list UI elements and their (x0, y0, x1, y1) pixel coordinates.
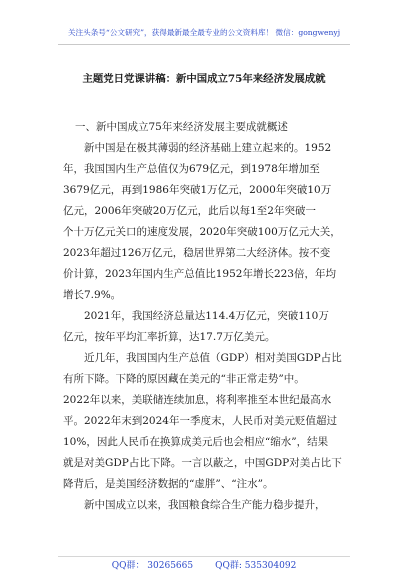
body-line: 亿元，按年平均汇率折算，达17.7万亿美元。 (63, 331, 276, 343)
body-line: 年，我国国内生产总值仅为679亿元，到1978年增加至 (63, 163, 320, 175)
body-line: 增长7.9%。 (63, 289, 122, 301)
body-line: 平。2022年末到2024年一季度末，人民币对美元贬值超过 (63, 415, 337, 427)
body-line: 价计算，2023年国内生产总值比1952年增长223倍，年均 (63, 268, 336, 280)
body-line: 新中国成立以来，我国粮食综合生产能力稳步提升， (63, 499, 326, 511)
document-body (63, 138, 350, 516)
section-heading: 一、新中国成立75年来经济发展主要成就概述 (75, 121, 288, 133)
body-line: 亿元，2006年突破20万亿元，此后以每1至2年突破一 (63, 205, 316, 217)
body-line: 新中国是在极其薄弱的经济基础上建立起来的。1952 (63, 142, 332, 154)
body-line: 2022年以来，美联储连续加息，将利率推至本世纪最高水 (63, 394, 332, 406)
footer-divider (58, 556, 350, 557)
body-line: 近几年，我国国内生产总值（GDP）相对美国GDP占比 (63, 352, 342, 364)
body-line: 降背后，是美国经济数据的“虚胖”、“注水”。 (63, 478, 274, 490)
footer-qq-group-2: QQ群: 535304092 (215, 561, 297, 571)
footer-banner (0, 559, 408, 573)
document-title: 主题党日党课讲稿：新中国成立75年来经济发展成就 (82, 73, 326, 85)
body-line: 就是对美GDP占比下降。一言以蔽之，中国GDP对美占比下 (63, 457, 342, 469)
body-line: 3679亿元，再到1986年突破1万亿元，2000年突破10万 (63, 184, 332, 196)
header-banner: 关注头条号“公文研究”，获得最新最全最专业的公文资料库！ 微信：gongwenyj (67, 28, 341, 37)
body-line: 个十万亿元关口的速度发展，2020年突破100万亿元大关， (63, 226, 341, 238)
body-line: 10%，因此人民币在换算成美元后也会相应“缩水”，结果 (63, 436, 329, 448)
footer-qq-group-1: QQ群： 30265665 (111, 561, 194, 571)
body-line: 2021年，我国经济总量达114.4万亿元，突破110万 (63, 310, 329, 322)
header-divider (58, 44, 350, 45)
body-line: 2023年超过126万亿元，稳居世界第二大经济体。按不变 (63, 247, 331, 259)
body-line: 有所下降。下降的原因藏在美元的“非正常走势”中。 (63, 373, 305, 385)
